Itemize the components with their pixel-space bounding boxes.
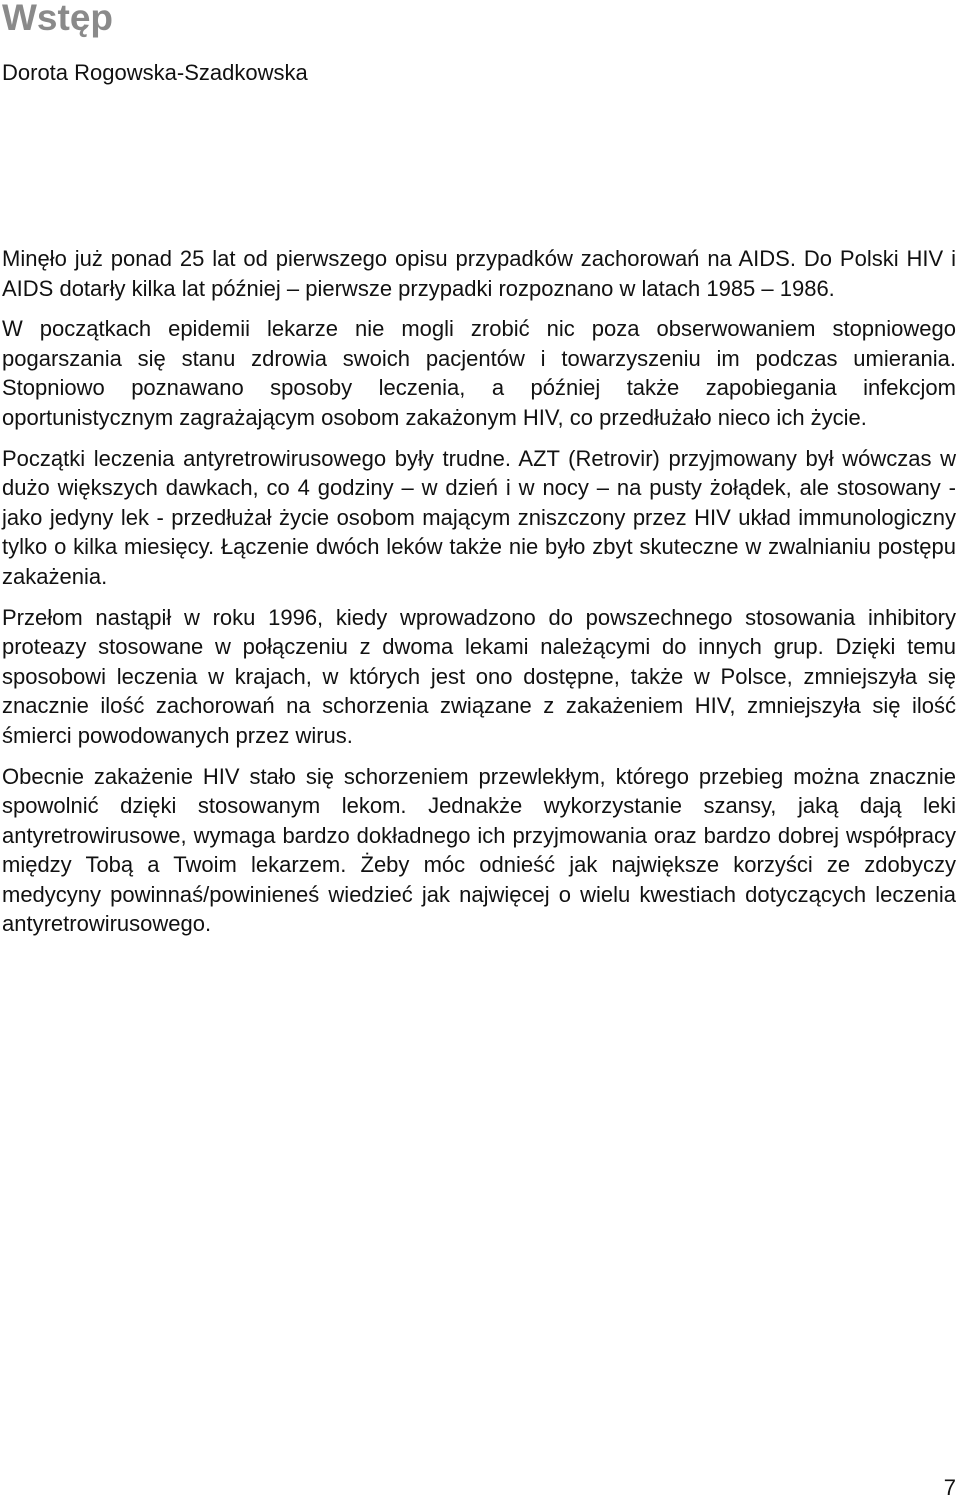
page-number: 7 [943,1475,956,1500]
body-text [2,244,956,939]
paragraph-3: Początki leczenia antyretrowirusowego były trudne. AZT (Retrovir) przyjmowany był wówczas w dużo większych dawkach, co 4 godziny – w dzień i w nocy – na pusty żołądek, ale stosowany - jako jedyny lek - przedłużał życie osobom mającym zniszczony przez HIV układ immunologiczny tylko o kilka miesięcy. Łączenie dwóch leków także nie było zbyt skuteczne w zwalnianiu postępu zakażenia. [2,445,956,589]
paragraph-2: W początkach epidemii lekarze nie mogli zrobić nic poza obserwowaniem stopniowego pogarszania się stanu zdrowia swoich pacjentów i towarzyszeniu im podczas umierania. Stopniowo poznawano sposoby leczenia, a później także zapobiegania infekcjom oportunistycznym zagrażającym osobom zakażonym HIV, co przedłużało nieco ich życie. [2,316,956,430]
paragraph-1: Minęło już ponad 25 lat od pierwszego opisu przypadków zachorowań na AIDS. Do Polski HIV i AIDS dotarły kilka lat później – pierwsze przypadki rozpoznano w latach 1985 – 1986. [2,246,956,301]
paragraph-5: Obecnie zakażenie HIV stało się schorzeniem przewlekłym, którego przebieg można znacznie spowolnić dzięki stosowanym lekom. Jednakże wykorzystanie szansy, jaką dają leki antyretrowirusowe, wymaga bardzo dokładnego ich przyjmowania oraz bardzo dobrej współpracy między Tobą a Twoim lekarzem. Żeby móc odnieść jak największe korzyści ze zdobyczy medycyny powinnaś/powinieneś wiedzieć jak najwięcej o wielu kwestiach dotyczących leczenia antyretrowirusowego. [2,763,956,937]
author-name: Dorota Rogowska-Szadkowska [2,60,308,85]
paragraph-4: Przełom nastąpił w roku 1996, kiedy wprowadzono do powszechnego stosowania inhibitory proteazy stosowane w połączeniu z dwoma lekami należącymi do innych grup. Dzięki temu sposobowi leczenia w krajach, w których jest ono dostępne, także w Polsce, zmniejszyła się znacznie ilość zachorowań na schorzenia związane z zakażeniem HIV, zmniejszyła się ilość śmierci powodowanych przez wirus. [2,604,956,748]
page-title: Wstęp [2,0,113,38]
